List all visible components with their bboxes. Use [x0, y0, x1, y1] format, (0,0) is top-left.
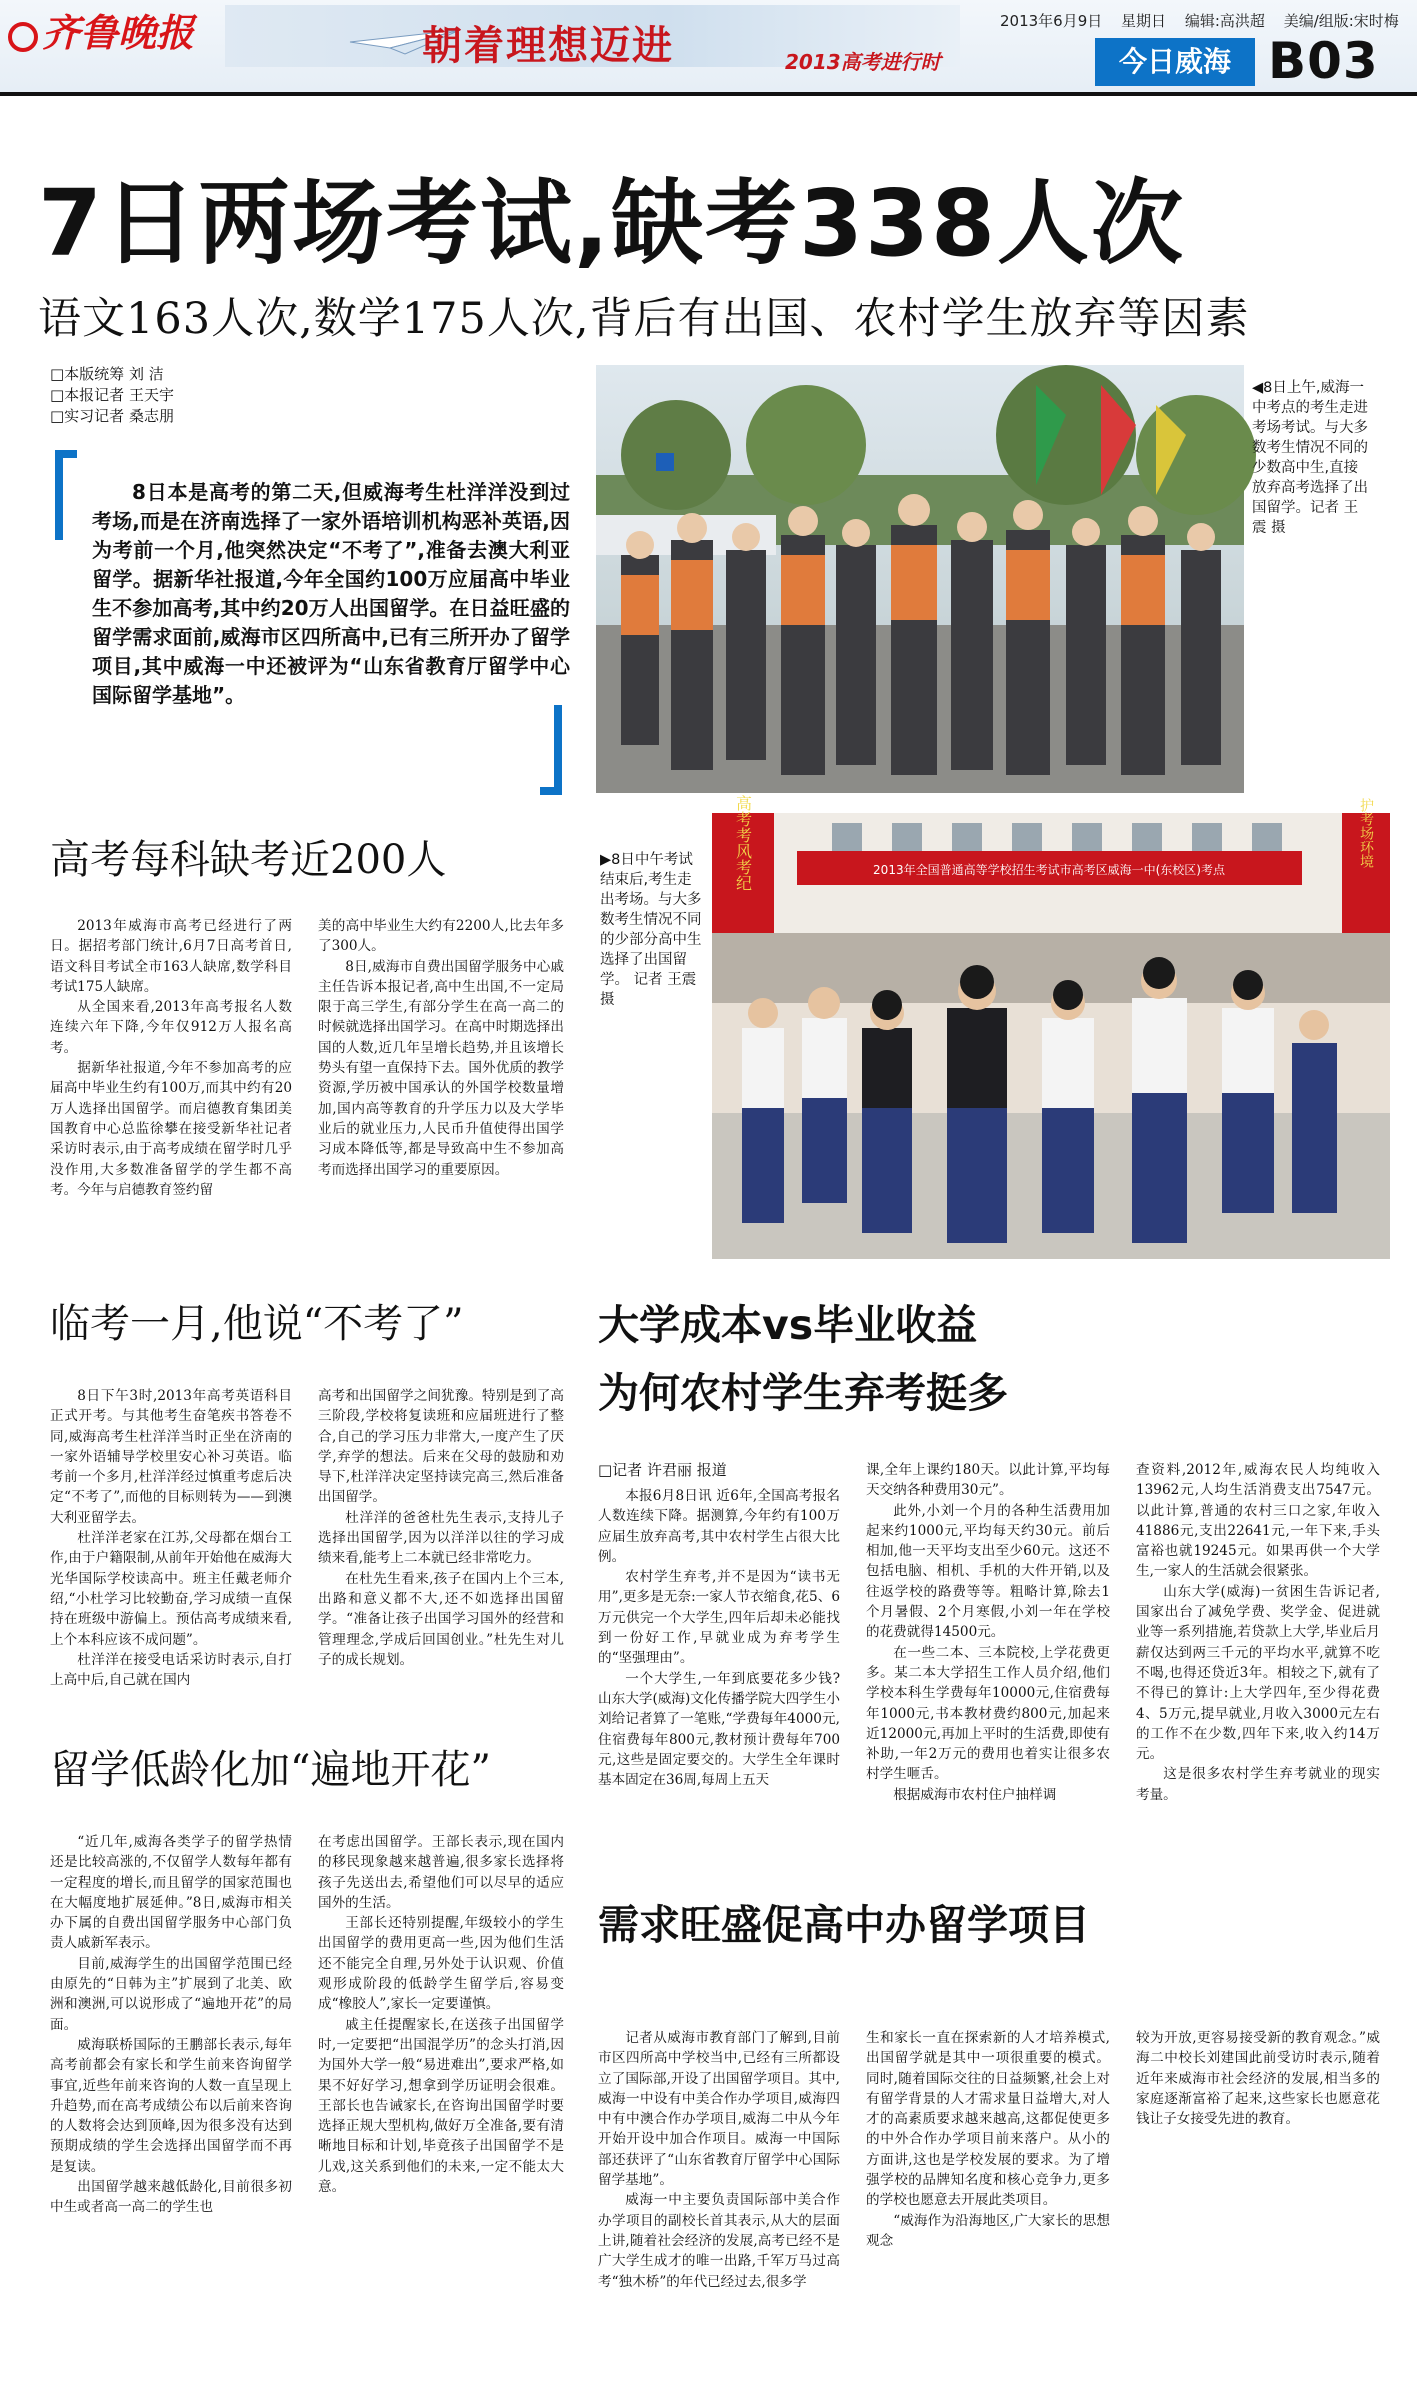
section5-column2 — [866, 2028, 1110, 2364]
paragraph: 这是很多农村学生弃考就业的现实考量。 — [1136, 1766, 1380, 1803]
logo-text: 齐鲁晚报 — [42, 10, 195, 55]
section5-column3 — [1136, 2028, 1380, 2364]
section3-column3 — [1136, 1460, 1380, 1803]
section5-title: 需求旺盛促高中办留学项目 — [598, 1901, 1090, 1949]
banner-title: 朝着理想迈进 — [422, 23, 674, 69]
photo-students-entering-image — [596, 365, 1244, 793]
section4-title: 留学低龄化加“遍地开花” — [50, 1747, 491, 1793]
paragraph: 生和家长一直在探索新的人才培养模式,出国留学就是其中一项很重要的模式。同时,随着国际交往的日益频繁,社会上对有留学背景的人才需求量日益增大,对人才的高素质要求越来越高,这都促使更多的中外合作办学项目前来落户。从小的方面讲,这也是学校发展的要求。为了增强学校的品牌知名度和核心竞争力,更多的学校也愿意去开展此类项目。 — [866, 2030, 1110, 2209]
paragraph: 山东大学(威海)一贫困生告诉记者,国家出台了减免学费、奖学金、促进就业等一系列措施,若贷款上大学,毕业后月薪仅达到两三千元的平均水平,就算不吃不喝,也得还贷近3年。相较之下,就有了不得已的算计:上大学四年,至少得花费4、5万元,提早就业,月收入3000元左右的工作不在少数,四年下来,收入约14万元。 — [1136, 1583, 1380, 1763]
lead-paragraph: 8日本是高考的第二天,但威海考生杜洋洋没到过考场,而是在济南选择了一家外语培训机构恶补英语,因为考前一个月,他突然决定“不考了”,准备去澳大利亚留学。据新华社报道,今年全国约100万应届高中毕业生不参加高考,其中约20万人出国留学。在日益旺盛的留学需求面前,威海市区四所高中,已有三所开办了留学项目,其中威海一中还被评为“山东省教育厅留学中心国际留学基地”。 — [92, 480, 570, 707]
page-meta — [1000, 10, 1413, 31]
issue-weekday: 星期日 — [1121, 12, 1167, 30]
photo-students-entering — [596, 365, 1244, 793]
paragraph: 美的高中毕业生大约有2200人,比去年多了300人。 — [318, 918, 564, 955]
section4-column2 — [318, 1832, 564, 2362]
paragraph: 高考和出国留学之间犹豫。特别是到了高三阶段,学校将复读班和应届班进行了整合,自己的学习压力非常大,一度产生了厌学,弃学的想法。后来在父母的鼓励和劝导下,杜洋洋决定坚持读完高三,然后准备出国留学。 — [318, 1388, 564, 1506]
paragraph: 查资料,2012年,威海农民人均纯收入13962元,人均生活消费支出7547元。以此计算,普通的农村三口之家,年收入41886元,支出22641元,一年下来,手头富裕也就19245元。如果再供一个大学生,一家人的生活就会很紧张。 — [1136, 1462, 1380, 1580]
paragraph: 一个大学生,一年到底要花多少钱?山东大学(威海)文化传播学院大四学生小刘给记者算了一笔账,“学费每年4000元,住宿费每年800元,教材预计费每年700元,这些是固定要交的。大学生全年课时基本固定在36周,每周上五天 — [598, 1670, 840, 1789]
headline-deck: 语文163人次,数学175人次,背后有出国、农村学生放弃等因素 — [38, 294, 1250, 344]
section3-title-line1: 大学成本vs毕业收益 — [598, 1301, 978, 1349]
photo2-caption: ▶8日中午考试结束后,考生走出考场。与大多数考生情况不同的少部分高中生选择了出国留学。 记者 王震 摄 — [600, 852, 702, 1008]
section3-byline: □记者 许君丽 报道 — [598, 1461, 727, 1479]
page-number: B03 — [1268, 32, 1379, 90]
lead-bracket-top — [55, 450, 77, 540]
lead-bracket-bottom — [540, 705, 562, 795]
paragraph: 较为开放,更容易接受新的教育观念。”威海二中校长刘建国此前受访时表示,随着近年来威海市社会经济的发展,相当多的家庭逐渐富裕了起来,这些家长也愿意花钱让子女接受先进的教育。 — [1136, 2030, 1380, 2128]
paragraph: 杜洋洋的爸爸杜先生表示,支持儿子选择出国留学,因为以洋洋以往的学习成绩来看,能考上二本就已经非常吃力。 — [318, 1509, 564, 1567]
byline-item: □实习记者 桑志朋 — [50, 407, 174, 425]
paragraph: 在考虑出国留学。王部长表示,现在国内的移民现象越来越普遍,很多家长选择将孩子先送出去,希望他们可以尽早的适应国外的生活。 — [318, 1834, 564, 1911]
photo2-left-sign: 高考考风考纪 — [733, 795, 753, 891]
section2-column1 — [50, 1386, 292, 1726]
paragraph: 课,全年上课约180天。以此计算,平均每天交纳各种费用30元”。 — [866, 1462, 1110, 1499]
paragraph: 威海联桥国际的王鹏部长表示,每年高考前都会有家长和学生前来咨询留学事宜,近些年前来咨询的人数一直呈现上升趋势,而在高考成绩公布以后前来咨询的人数将会达到顶峰,因为很多没有达到预期成绩的学生会选择出国留学而不再是复读。 — [50, 2036, 292, 2175]
section3-column1 — [598, 1486, 840, 1789]
paragraph: “威海作为沿海地区,广大家长的思想观念 — [866, 2212, 1110, 2249]
byline-item: □本报记者 王天宇 — [50, 386, 174, 404]
paragraph: 据新华社报道,今年不参加高考的应届高中毕业生约有100万,而其中约有20万人选择出国留学。而启德教育集团美国教育中心总监徐攀在接受新华社记者采访时表示,由于高考成绩在留学时几乎没作用,大多数准备留学的学生都不高考。今年与启德教育签约留 — [50, 1060, 292, 1198]
paragraph: 从全国来看,2013年高考报名人数连续六年下降,今年仅912万人报名高考。 — [50, 999, 292, 1056]
paragraph: 在一些二本、三本院校,上学花费更多。某二本大学招生工作人员介绍,他们学校本科生学费每年10000元,住宿费每年1000元,书本教材费约800元,加起来近12000元,再加上平时的生活费,即使有补助,一年2万元的费用也着实让很多农村学生咂舌。 — [866, 1644, 1110, 1783]
section1-column1 — [50, 916, 292, 1256]
paragraph: 目前,威海学生的出国留学范围已经由原先的“日韩为主”扩展到了北美、欧洲和澳洲,可以说形成了“遍地开花”的局面。 — [50, 1955, 292, 2033]
paragraph: 记者从威海市教育部门了解到,目前市区四所高中学校当中,已经有三所都设立了国际部,开设了出国留学项目。其中,威海一中设有中美合作办学项目,威海四中有中澳合作办学项目,威海二中从今年开始开设中加合作项目。威海一中国际部还获评了“山东省教育厅留学中心国际留学基地”。 — [598, 2030, 840, 2189]
photo-students-leaving — [712, 795, 1390, 1259]
main-headline: 7日两场考试,缺考338人次 — [38, 170, 1186, 277]
paragraph: 8日,威海市自费出国留学服务中心戚主任告诉本报记者,高中生出国,不一定局限于高三学生,有部分学生在高一高二的时候就选择出国学习。在高中时期选择出国的人数,近几年呈增长趋势,并且该增长势头有望一直保持下去。国外优质的教学资源,学历被中国承认的外国学校数量增加,国内高等教育的升学压力以及大学毕业后的就业压力,人民币升值使得出国学习成本降低等,都是导致高中生不参加高考而选择出国学习的重要原因。 — [318, 958, 564, 1178]
section1-title: 高考每科缺考近200人 — [50, 837, 447, 883]
section2-title: 临考一月,他说“不考了” — [50, 1301, 464, 1347]
paragraph: “近几年,威海各类学子的留学热情还是比较高涨的,不仅留学人数每年都有一定程度的增长,而且留学的国家范围也在大幅度地扩展延伸。”8日,威海市相关办下属的自费出国留学服务中心部门负责人戚新军表示。 — [50, 1834, 292, 1952]
newspaper-logo — [8, 8, 218, 58]
photo-students-leaving-image — [712, 795, 1390, 1259]
byline-item: □本版统筹 刘 洁 — [50, 365, 164, 383]
section5-column1 — [598, 2028, 840, 2364]
paragraph: 此外,小刘一个月的各种生活费用加起来约1000元,平均每天约30元。前后相加,他一天平均支出至少60元。这还不包括电脑、相机、手机的大件开销,以及往返学校的路费等等。粗略计算,除去1个月暑假、2个月寒假,小刘一年在学校的花费就得14500元。 — [866, 1502, 1110, 1641]
paragraph: 在杜先生看来,孩子在国内上个三本,出路和意义都不大,还不如选择出国留学。“准备让孩子出国学习国外的经营和管理理念,学成后回国创业。”杜先生对儿子的成长规划。 — [318, 1570, 564, 1668]
photo2-banner-text: 2013年全国普通高等学校招生考试市高考区威海一中(东校区)考点 — [873, 863, 1225, 877]
paragraph: 2013年威海市高考已经进行了两日。据招考部门统计,6月7日高考首日,语文科目考试全市163人缺席,数学科目考试175人缺席。 — [50, 918, 292, 995]
section2-column2 — [318, 1386, 564, 1726]
photo2-right-sign: 护考场环境 — [1358, 798, 1374, 868]
section1-column2 — [318, 916, 564, 1256]
paragraph: 8日下午3时,2013年高考英语科目正式开考。与其他考生奋笔疾书答卷不同,威海高考生杜洋洋当时正坐在济南的一家外语辅导学校里安心补习英语。临考前一个多月,杜洋洋经过慎重考虑后决定“不考了”,而他的目标则转为——到澳大利亚留学去。 — [50, 1388, 292, 1526]
paragraph: 戚主任提醒家长,在送孩子出国留学时,一定要把“出国混学历”的念头打消,因为国外大学一般“易进难出”,要求严格,如果不好好学习,想拿到学历证明会很难。王部长也告诫家长,在咨询出国留学时要选择正规大型机构,做好万全准备,要有清晰地目标和计划,毕竟孩子出国留学不是儿戏,这关系到他们的未来,一定不能太大意。 — [318, 2016, 564, 2196]
section-label: 今日威海 — [1095, 38, 1255, 86]
designer-credit: 美编/组版:宋时梅 — [1283, 12, 1399, 30]
paragraph: 农村学生弃考,并不是因为“读书无用”,更多是无奈:一家人节衣缩食,花5、6万元供完一个大学生,四年后却未必能找到一份好工作,早就业成为弃考学生的“坚强理由”。 — [598, 1569, 840, 1667]
photo1-caption: ◀8日上午,威海一中考点的考生走进考场考试。与大多数考生情况不同的少数高中生,直接放弃高考选择了出国留学。记者 王震 摄 — [1252, 380, 1368, 536]
paragraph: 威海一中主要负责国际部中美合作办学项目的副校长首其表示,从大的层面上讲,随着社会经济的发展,高考已经不是广大学生成才的唯一出路,千军万马过高考“独木桥”的年代已经过去,很多学 — [598, 2192, 840, 2290]
paragraph: 王部长还特别提醒,年级较小的学生出国留学的费用更高一些,因为他们生活还不能完全自理,另外处于认识观、价值观形成阶段的低龄学生留学后,容易变成“橡胶人”,家长一定要谨慎。 — [318, 1915, 564, 2013]
section3-column2 — [866, 1460, 1110, 1803]
paragraph: 出国留学越来越低龄化,目前很多初中生或者高一高二的学生也 — [50, 2179, 292, 2216]
section3-title-line2: 为何农村学生弃考挺多 — [598, 1369, 1008, 1417]
editor-credit: 编辑:高洪超 — [1184, 12, 1265, 30]
paragraph: 杜洋洋老家在江苏,父母都在烟台工作,由于户籍限制,从前年开始他在威海大光华国际学校读高中。班主任戴老师介绍,“小杜学习比较勤奋,学习成绩一直保持在班级中游偏上。预估高考成绩来看,上个本科应该不成问题”。 — [50, 1530, 292, 1648]
paragraph: 杜洋洋在接受电话采访时表示,自打上高中后,自己就在国内 — [50, 1651, 292, 1689]
paragraph: 本报6月8日讯 近6年,全国高考报名人数连续下降。据测算,今年约有100万应届生放弃高考,其中农村学生占很大比例。 — [598, 1488, 840, 1565]
paragraph: 根据威海市农村住户抽样调 — [893, 1786, 1057, 1803]
section4-column1 — [50, 1832, 292, 2362]
issue-date: 2013年6月9日 — [1000, 12, 1103, 30]
banner-subtitle: 2013高考进行时 — [785, 50, 941, 74]
byline-block — [50, 364, 174, 427]
logo-circle-icon — [8, 22, 38, 52]
masthead-rule — [0, 92, 1417, 96]
